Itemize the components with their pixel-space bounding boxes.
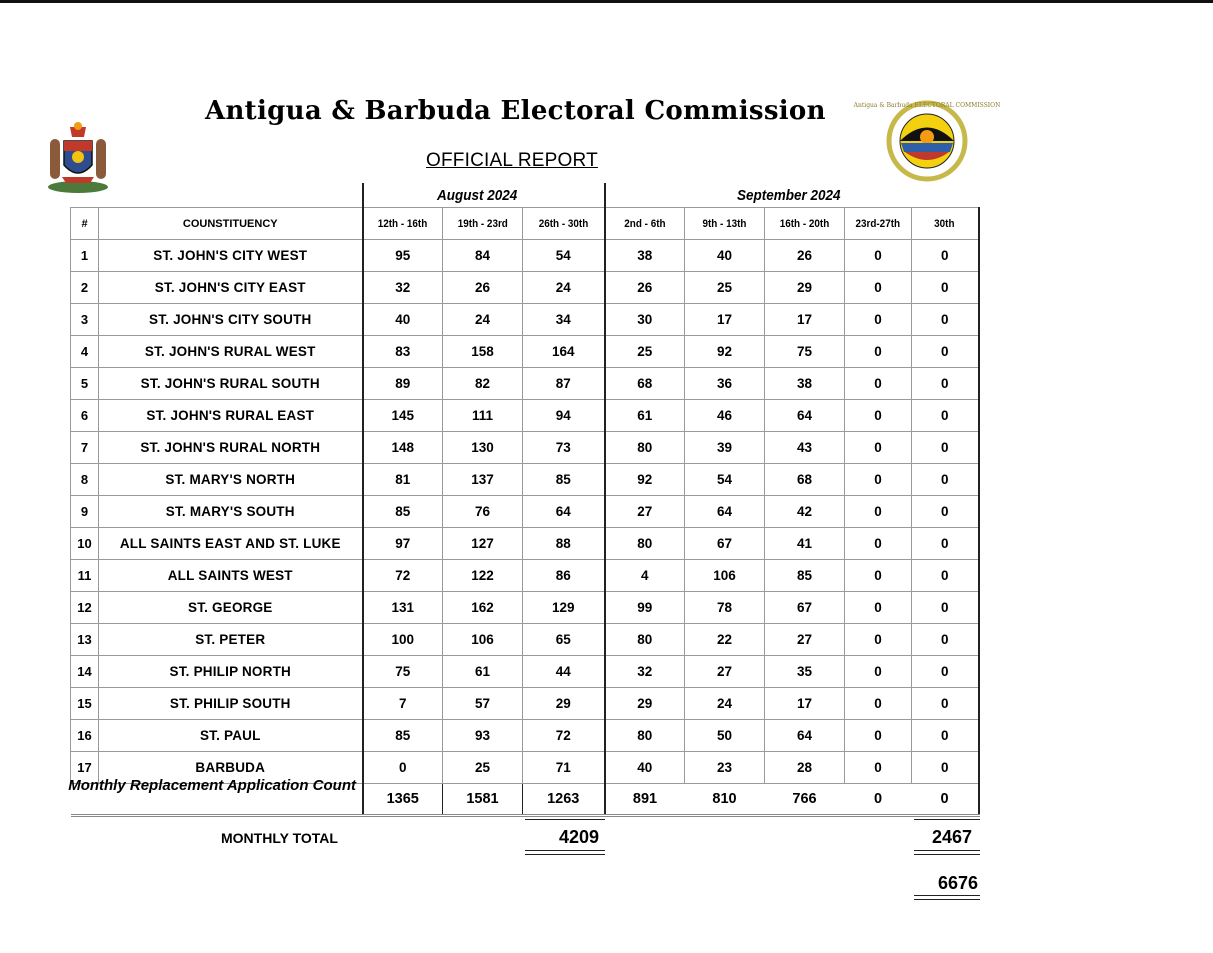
header-constituency: COUNSTITUENCY [99,208,363,240]
value-cell: 85 [765,560,845,592]
header-date: 9th - 13th [685,208,765,240]
august-divider [362,183,364,208]
value-cell: 145 [363,400,443,432]
constituency-name: ST. MARY'S NORTH [99,464,363,496]
total-cell: 0 [873,791,883,807]
value-cell: 0 [845,432,912,464]
table-row [71,560,979,592]
value-cell: 0 [845,592,912,624]
value-cell: 0 [912,272,979,304]
value-cell: 0 [845,560,912,592]
value-cell: 25 [685,272,765,304]
value-cell: 0 [845,752,912,784]
constituency-name: ST. JOHN'S RURAL EAST [99,400,363,432]
value-cell: 72 [363,560,443,592]
constituency-name: ST. JOHN'S RURAL SOUTH [99,368,363,400]
value-cell: 29 [765,272,845,304]
row-number: 14 [71,656,99,688]
table-row [71,464,979,496]
month-august: August 2024 [437,187,518,204]
total-cell: 1581 [443,784,523,816]
constituency-name: ST. JOHN'S RURAL WEST [99,336,363,368]
constituency-name: ST. PETER [99,624,363,656]
table-row [71,656,979,688]
value-cell: 0 [912,528,979,560]
value-cell: 50 [685,720,765,752]
value-cell: 106 [685,560,765,592]
value-cell: 64 [765,720,845,752]
value-cell: 17 [685,304,765,336]
september-total: 2467 [931,827,972,847]
value-cell: 164 [523,336,605,368]
value-cell: 0 [363,752,443,784]
value-cell: 0 [912,592,979,624]
value-cell: 68 [765,464,845,496]
constituency-name: ST. PAUL [99,720,363,752]
value-cell: 24 [685,688,765,720]
total-cell: 0 [912,784,979,816]
value-cell: 0 [845,368,912,400]
value-cell: 27 [765,624,845,656]
value-cell: 92 [605,464,685,496]
value-cell: 100 [363,624,443,656]
value-cell: 42 [765,496,845,528]
value-cell: 0 [912,656,979,688]
value-cell: 26 [765,240,845,272]
row-number: 7 [71,432,99,464]
value-cell: 24 [443,304,523,336]
row-number: 8 [71,464,99,496]
value-cell: 111 [443,400,523,432]
value-cell: 43 [765,432,845,464]
value-cell: 57 [443,688,523,720]
value-cell: 131 [363,592,443,624]
value-cell: 17 [765,304,845,336]
header-date: 26th - 30th [523,208,605,240]
value-cell: 80 [605,432,685,464]
value-cell: 83 [363,336,443,368]
value-cell: 85 [523,464,605,496]
value-cell: 80 [605,624,685,656]
value-cell: 122 [443,560,523,592]
value-cell: 61 [443,656,523,688]
replacement-count-label: Monthly Replacement Application Count [68,777,356,794]
value-cell: 94 [523,400,605,432]
table-header-row [71,208,979,240]
value-cell: 106 [443,624,523,656]
row-number: 2 [71,272,99,304]
value-cell: 26 [443,272,523,304]
value-cell: 0 [845,528,912,560]
table-row [71,336,979,368]
value-cell: 64 [685,496,765,528]
header-date: 2nd - 6th [605,208,685,240]
row-number: 4 [71,336,99,368]
value-cell: 65 [523,624,605,656]
value-cell: 0 [912,624,979,656]
value-cell: 25 [605,336,685,368]
constituency-name: ST. JOHN'S CITY SOUTH [99,304,363,336]
value-cell: 89 [363,368,443,400]
value-cell: 130 [443,432,523,464]
value-cell: 0 [845,624,912,656]
row-number: 12 [71,592,99,624]
value-cell: 40 [605,752,685,784]
row-number: 1 [71,240,99,272]
august-total-overline [525,819,605,820]
value-cell: 44 [523,656,605,688]
constituency-name: ALL SAINTS WEST [99,560,363,592]
constituency-table [70,207,980,817]
table-row [71,720,979,752]
value-cell: 85 [363,720,443,752]
row-number: 15 [71,688,99,720]
value-cell: 54 [685,464,765,496]
value-cell: 32 [363,272,443,304]
value-cell: 80 [605,528,685,560]
value-cell: 93 [443,720,523,752]
table-row [71,624,979,656]
row-number: 10 [71,528,99,560]
table-row [71,528,979,560]
row-number: 5 [71,368,99,400]
value-cell: 0 [912,400,979,432]
value-cell: 38 [765,368,845,400]
value-cell: 28 [765,752,845,784]
total-cell: 1263 [523,784,605,816]
value-cell: 162 [443,592,523,624]
grand-total-underline [914,895,980,900]
value-cell: 27 [685,656,765,688]
table-row [71,496,979,528]
commission-seal-icon [853,100,1001,182]
value-cell: 95 [363,240,443,272]
monthly-total-label: MONTHLY TOTAL [221,830,338,846]
value-cell: 29 [605,688,685,720]
value-cell: 137 [443,464,523,496]
report-subtitle: OFFICIAL REPORT [426,150,598,171]
value-cell: 0 [845,400,912,432]
value-cell: 72 [523,720,605,752]
header-date: 30th [912,208,979,240]
value-cell: 0 [845,656,912,688]
value-cell: 75 [363,656,443,688]
table-row [71,368,979,400]
value-cell: 64 [765,400,845,432]
value-cell: 158 [443,336,523,368]
august-total-underline [525,850,605,855]
value-cell: 0 [912,560,979,592]
constituency-name: ALL SAINTS EAST AND ST. LUKE [99,528,363,560]
value-cell: 92 [685,336,765,368]
value-cell: 84 [443,240,523,272]
value-cell: 68 [605,368,685,400]
value-cell: 17 [765,688,845,720]
top-border [0,0,1213,3]
header-date: 16th - 20th [765,208,845,240]
constituency-name: ST. GEORGE [99,592,363,624]
header-date: 23rd-27th [845,208,912,240]
constituency-name: ST. JOHN'S CITY WEST [99,240,363,272]
value-cell: 0 [912,464,979,496]
value-cell: 99 [605,592,685,624]
value-cell: 0 [912,304,979,336]
row-number: 16 [71,720,99,752]
header-date: 19th - 23rd [443,208,523,240]
total-cell: 891 [605,784,685,816]
header-hash: # [71,208,99,240]
value-cell: 0 [912,496,979,528]
value-cell: 129 [523,592,605,624]
value-cell: 26 [605,272,685,304]
value-cell: 32 [605,656,685,688]
table-row [71,400,979,432]
value-cell: 67 [765,592,845,624]
value-cell: 41 [765,528,845,560]
page-title: Antigua & Barbuda Electoral Commission [205,96,826,126]
table-row [71,688,979,720]
constituency-name: ST. JOHN'S RURAL NORTH [99,432,363,464]
september-total-overline [914,819,980,820]
value-cell: 88 [523,528,605,560]
september-divider [604,183,606,208]
value-cell: 29 [523,688,605,720]
value-cell: 38 [605,240,685,272]
value-cell: 54 [523,240,605,272]
value-cell: 7 [363,688,443,720]
value-cell: 64 [523,496,605,528]
value-cell: 127 [443,528,523,560]
value-cell: 35 [765,656,845,688]
value-cell: 0 [845,304,912,336]
table-row [71,432,979,464]
value-cell: 80 [605,720,685,752]
grand-total: 6676 [937,873,978,893]
value-cell: 0 [845,464,912,496]
value-cell: 97 [363,528,443,560]
value-cell: 87 [523,368,605,400]
total-cell: 810 [712,791,737,807]
value-cell: 24 [523,272,605,304]
value-cell: 0 [912,752,979,784]
row-number: 3 [71,304,99,336]
value-cell: 40 [685,240,765,272]
total-cell: 1365 [363,784,443,816]
value-cell: 25 [443,752,523,784]
table-row [71,304,979,336]
month-september: September 2024 [737,187,841,204]
september-total-underline [914,850,980,855]
value-cell: 73 [523,432,605,464]
constituency-name: ST. PHILIP SOUTH [99,688,363,720]
value-cell: 76 [443,496,523,528]
value-cell: 0 [912,688,979,720]
value-cell: 75 [765,336,845,368]
value-cell: 85 [363,496,443,528]
value-cell: 23 [685,752,765,784]
value-cell: 27 [605,496,685,528]
value-cell: 39 [685,432,765,464]
value-cell: 0 [912,240,979,272]
row-number: 13 [71,624,99,656]
value-cell: 0 [912,720,979,752]
constituency-name: ST. JOHN'S CITY EAST [99,272,363,304]
value-cell: 30 [605,304,685,336]
table-row [71,240,979,272]
value-cell: 61 [605,400,685,432]
value-cell: 82 [443,368,523,400]
constituency-name: ST. PHILIP NORTH [99,656,363,688]
row-number: 17 [71,752,99,784]
value-cell: 0 [845,272,912,304]
constituency-name: ST. MARY'S SOUTH [99,496,363,528]
row-number: 9 [71,496,99,528]
row-number: 11 [71,560,99,592]
value-cell: 0 [912,368,979,400]
august-total: 4209 [558,827,599,847]
value-cell: 22 [685,624,765,656]
value-cell: 0 [912,432,979,464]
total-cell: 766 [792,791,817,807]
value-cell: 0 [845,720,912,752]
value-cell: 81 [363,464,443,496]
row-number: 6 [71,400,99,432]
table-row [71,592,979,624]
value-cell: 46 [685,400,765,432]
value-cell: 40 [363,304,443,336]
value-cell: 4 [605,560,685,592]
table-row [71,272,979,304]
value-cell: 86 [523,560,605,592]
value-cell: 67 [685,528,765,560]
header-date: 12th - 16th [363,208,443,240]
value-cell: 0 [845,240,912,272]
value-cell: 0 [845,336,912,368]
constituency-name: BARBUDA [99,752,363,784]
value-cell: 34 [523,304,605,336]
value-cell: 36 [685,368,765,400]
value-cell: 0 [845,496,912,528]
coat-of-arms-icon [44,121,112,195]
value-cell: 148 [363,432,443,464]
value-cell: 78 [685,592,765,624]
seal-text: Antigua & Barbuda ELECTORAL COMMISSION [853,102,1001,109]
value-cell: 71 [523,752,605,784]
value-cell: 0 [845,688,912,720]
value-cell: 0 [912,336,979,368]
